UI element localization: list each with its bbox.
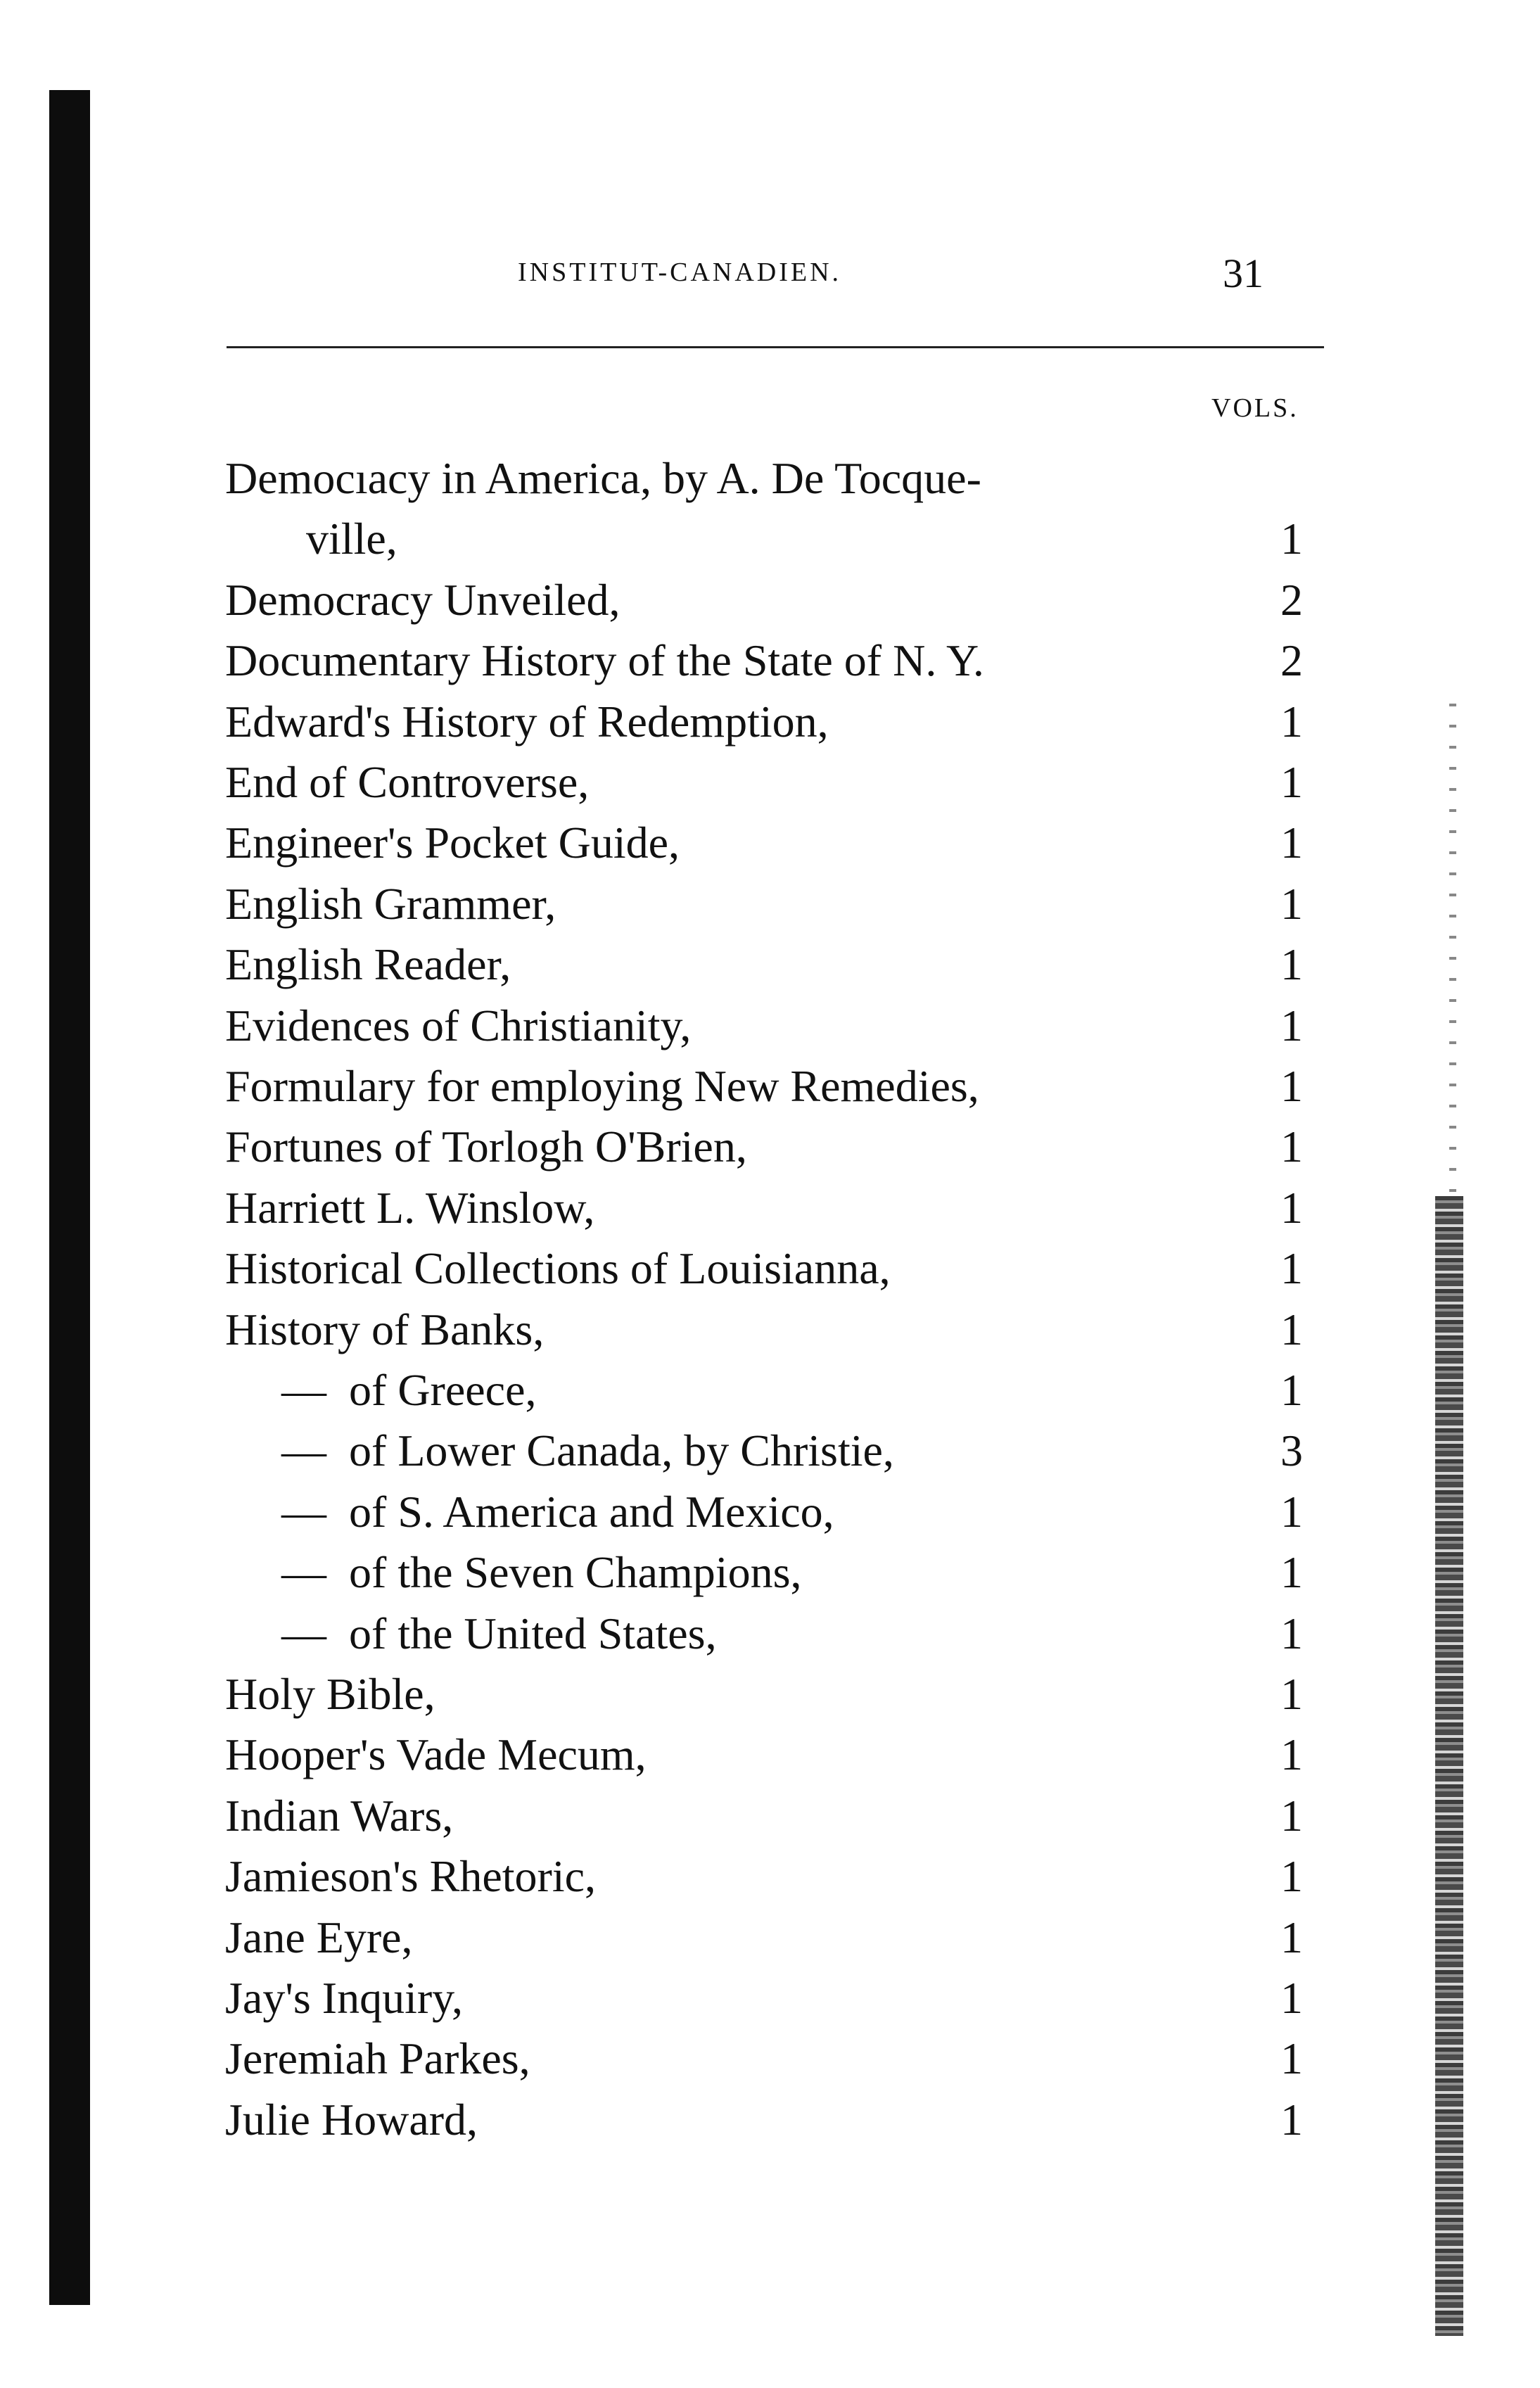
page-number: 31 bbox=[1223, 250, 1264, 296]
catalog-entry-title: ville, bbox=[306, 514, 397, 564]
catalog-entry-title: Democıacy in America, by A. De Tocque- bbox=[225, 453, 981, 503]
catalog-entry-title: Edward's History of Redemption, bbox=[225, 697, 829, 747]
catalog-entry-vols: 1 bbox=[1280, 2095, 1303, 2145]
catalog-entry-title: Jeremiah Parkes, bbox=[225, 2033, 530, 2083]
catalog-entry-title: Democracy Unveiled, bbox=[225, 575, 621, 625]
catalog-entry-title: English Reader, bbox=[225, 939, 511, 989]
header-rule bbox=[227, 346, 1324, 348]
catalog-entry-vols: 1 bbox=[1280, 1304, 1303, 1354]
catalog-entry-title: — of the United States, bbox=[281, 1608, 717, 1658]
catalog-entry-vols: 1 bbox=[1280, 1973, 1303, 2023]
catalog-entry-vols: 1 bbox=[1280, 939, 1303, 989]
catalog-entry-vols: 1 bbox=[1280, 879, 1303, 929]
catalog-entry-title: Fortunes of Torlogh O'Brien, bbox=[225, 1122, 747, 1171]
catalog-entry-vols: 1 bbox=[1280, 1183, 1303, 1233]
catalog-entry-vols: 1 bbox=[1280, 757, 1303, 807]
catalog-entry-vols: 1 bbox=[1280, 1729, 1303, 1779]
page-edge-shadow-top bbox=[1449, 704, 1456, 1196]
binding-edge bbox=[49, 90, 90, 2305]
catalog-entry-title: — of S. America and Mexico, bbox=[281, 1487, 834, 1537]
catalog-entry-title: Evidences of Christianity, bbox=[225, 1001, 692, 1050]
catalog-entry-vols: 1 bbox=[1280, 1608, 1303, 1658]
catalog-entry-vols: 1 bbox=[1280, 1669, 1303, 1719]
catalog-entry-title: History of Banks, bbox=[225, 1304, 545, 1354]
catalog-entry-vols: 1 bbox=[1280, 1547, 1303, 1597]
catalog-entry-title: Historical Collections of Louisianna, bbox=[225, 1243, 891, 1293]
catalog-entry-title: Julie Howard, bbox=[225, 2095, 478, 2145]
catalog-entry-vols: 1 bbox=[1280, 1487, 1303, 1537]
vols-column-heading: VOLS. bbox=[1211, 393, 1299, 423]
catalog-entry-vols: 1 bbox=[1280, 818, 1303, 868]
catalog-entry-vols: 1 bbox=[1280, 1365, 1303, 1415]
catalog-entry-vols: 1 bbox=[1280, 1912, 1303, 1962]
catalog-entry-vols: 1 bbox=[1280, 1851, 1303, 1901]
catalog-entry-vols: 1 bbox=[1280, 514, 1303, 564]
catalog-entry-title: Holy Bible, bbox=[225, 1669, 435, 1719]
catalog-entry-vols: 1 bbox=[1280, 1122, 1303, 1171]
page-edge-shadow bbox=[1435, 1196, 1463, 2336]
catalog-entry-vols: 1 bbox=[1280, 1243, 1303, 1293]
catalog-entry-vols: 1 bbox=[1280, 1791, 1303, 1841]
catalog-entry-vols: 1 bbox=[1280, 1061, 1303, 1111]
running-title: INSTITUT-CANADIEN. bbox=[518, 258, 842, 287]
catalog-entry-title: Jay's Inquiry, bbox=[225, 1973, 463, 2023]
catalog-entry-vols: 1 bbox=[1280, 697, 1303, 747]
catalog-entry-vols: 1 bbox=[1280, 1001, 1303, 1050]
catalog-entry-title: English Grammer, bbox=[225, 879, 556, 929]
catalog-entry-vols: 3 bbox=[1280, 1425, 1303, 1475]
catalog-entry-title: Harriett L. Winslow, bbox=[225, 1183, 595, 1233]
catalog-entry-title: Jane Eyre, bbox=[225, 1912, 413, 1962]
catalog-entry-vols: 1 bbox=[1280, 2033, 1303, 2083]
catalog-entry-title: Engineer's Pocket Guide, bbox=[225, 818, 680, 868]
catalog-entry-title: Formulary for employing New Remedies, bbox=[225, 1061, 979, 1111]
catalog-entry-title: Indian Wars, bbox=[225, 1791, 454, 1841]
catalog-entry-title: Hooper's Vade Mecum, bbox=[225, 1729, 647, 1779]
catalog-entry-vols: 2 bbox=[1280, 575, 1303, 625]
catalog-entry-title: — of Lower Canada, by Christie, bbox=[281, 1425, 894, 1475]
catalog-entry-title: End of Controverse, bbox=[225, 757, 590, 807]
catalog-entry-title: — of Greece, bbox=[281, 1365, 537, 1415]
catalog-entry-vols: 2 bbox=[1280, 635, 1303, 685]
catalog-entry-title: — of the Seven Champions, bbox=[281, 1547, 802, 1597]
catalog-entry-title: Documentary History of the State of N. Y. bbox=[225, 635, 984, 685]
catalog-entry-title: Jamieson's Rhetoric, bbox=[225, 1851, 596, 1901]
